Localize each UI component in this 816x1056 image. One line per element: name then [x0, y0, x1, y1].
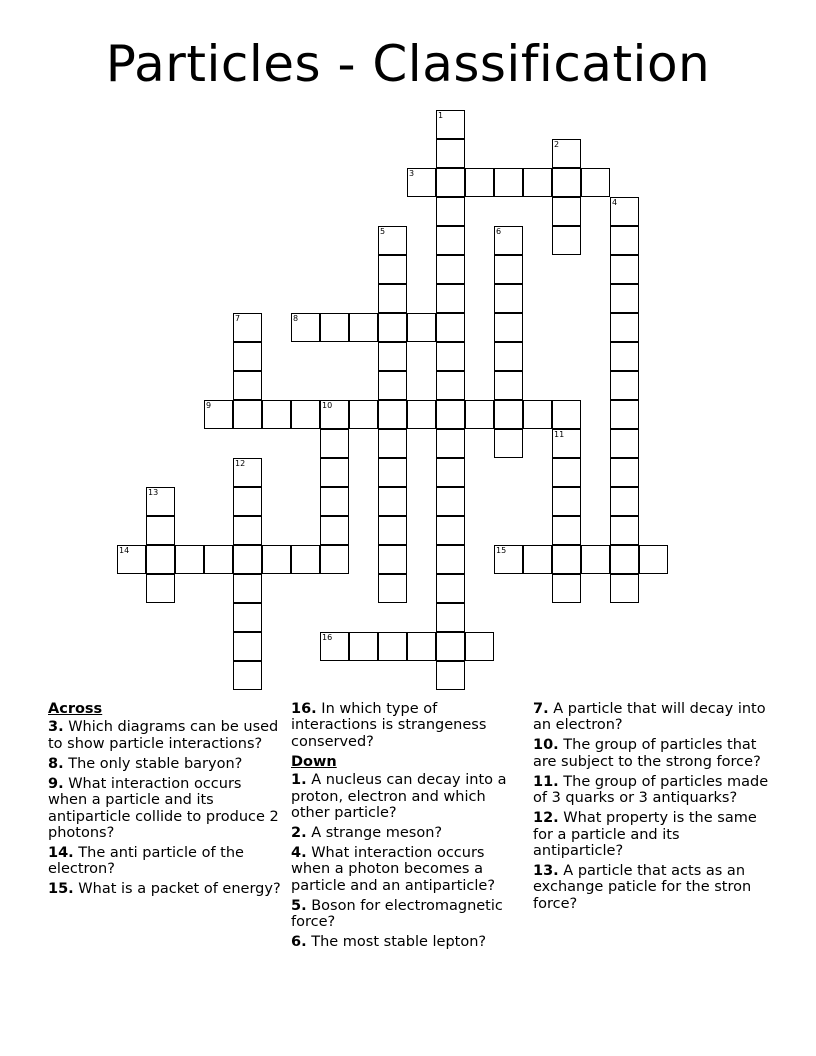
grid-cell[interactable]: [407, 400, 436, 429]
grid-cell[interactable]: [262, 400, 291, 429]
grid-cell[interactable]: [552, 197, 581, 226]
grid-cell[interactable]: [552, 226, 581, 255]
grid-cell[interactable]: [233, 400, 262, 429]
grid-cell[interactable]: [494, 255, 523, 284]
grid-cell[interactable]: [233, 516, 262, 545]
grid-cell[interactable]: [494, 429, 523, 458]
grid-cell[interactable]: [610, 545, 639, 574]
grid-cell[interactable]: [436, 284, 465, 313]
grid-cell[interactable]: [610, 458, 639, 487]
grid-cell[interactable]: [494, 284, 523, 313]
grid-cell[interactable]: [320, 545, 349, 574]
clue-number: 13: [148, 488, 159, 497]
grid-cell[interactable]: [378, 487, 407, 516]
clue-number: 16: [322, 633, 333, 642]
grid-cell[interactable]: [233, 458, 262, 487]
clue-number: 3: [409, 169, 415, 178]
grid-cell[interactable]: [320, 632, 349, 661]
across-heading: Across: [48, 701, 103, 717]
grid-cell[interactable]: [262, 545, 291, 574]
across-clue-14: 14. The anti particle of the electron?: [48, 845, 244, 878]
grid-cell[interactable]: [552, 516, 581, 545]
grid-cell[interactable]: [494, 342, 523, 371]
grid-cell[interactable]: [552, 574, 581, 603]
grid-cell[interactable]: [436, 574, 465, 603]
grid-cell[interactable]: [436, 400, 465, 429]
down-heading: Down: [291, 753, 337, 770]
grid-cell[interactable]: [523, 545, 552, 574]
clue-number: 1: [438, 111, 444, 120]
grid-cell[interactable]: [233, 545, 262, 574]
grid-cell[interactable]: [233, 632, 262, 661]
across-clue-9: 9. What interaction occurs when a particle and its antiparticle collide to produce 2 photons?: [48, 775, 279, 842]
grid-cell[interactable]: [233, 574, 262, 603]
grid-cell[interactable]: [407, 168, 436, 197]
clue-number: 9: [206, 401, 212, 410]
grid-cell[interactable]: [378, 458, 407, 487]
grid-cell[interactable]: [349, 313, 378, 342]
grid-cell[interactable]: [436, 632, 465, 661]
across-clue-15: 15. What is a packet of energy?: [48, 881, 281, 898]
clue-number: 11: [554, 430, 565, 439]
grid-cell[interactable]: [494, 168, 523, 197]
grid-cell[interactable]: [552, 545, 581, 574]
clue-number: 10: [322, 401, 333, 410]
grid-cell[interactable]: [117, 545, 146, 574]
across-clue-3: 3. Which diagrams can be used to show particle interactions?: [48, 719, 279, 752]
across-clue-16: 16. In which type of interactions is strangeness conserved?: [291, 701, 487, 750]
grid-cell[interactable]: [552, 400, 581, 429]
down-clue-13: 13. A particle that acts as an exchange paticle for the stron force?: [533, 863, 752, 912]
grid-cell[interactable]: [436, 168, 465, 197]
grid-cell[interactable]: [378, 400, 407, 429]
grid-cell[interactable]: [320, 458, 349, 487]
grid-cell[interactable]: [320, 429, 349, 458]
grid-cell[interactable]: [610, 255, 639, 284]
clue-number: 6: [496, 227, 502, 236]
grid-cell[interactable]: [378, 574, 407, 603]
grid-cell[interactable]: [378, 313, 407, 342]
clue-number: 8: [293, 314, 299, 323]
grid-cell[interactable]: [436, 342, 465, 371]
grid-cell[interactable]: [320, 313, 349, 342]
grid-cell[interactable]: [552, 429, 581, 458]
grid-cell[interactable]: [378, 255, 407, 284]
grid-cell[interactable]: [146, 516, 175, 545]
grid-cell[interactable]: [494, 400, 523, 429]
grid-cell[interactable]: [523, 168, 552, 197]
grid-cell[interactable]: [494, 371, 523, 400]
grid-cell[interactable]: [378, 226, 407, 255]
grid-cell[interactable]: [378, 429, 407, 458]
grid-cell[interactable]: [146, 545, 175, 574]
grid-cell[interactable]: [378, 284, 407, 313]
grid-cell[interactable]: [436, 313, 465, 342]
grid-cell[interactable]: [552, 139, 581, 168]
grid-cell[interactable]: [610, 313, 639, 342]
grid-cell[interactable]: [436, 226, 465, 255]
clue-number: 14: [119, 546, 130, 555]
grid-cell[interactable]: [146, 574, 175, 603]
clues-column-3: [533, 701, 769, 916]
grid-cell[interactable]: [436, 516, 465, 545]
clue-number: 2: [554, 140, 560, 149]
grid-cell[interactable]: [610, 487, 639, 516]
grid-cell[interactable]: [378, 371, 407, 400]
grid-cell[interactable]: [610, 574, 639, 603]
grid-cell[interactable]: [378, 342, 407, 371]
grid-cell[interactable]: [291, 545, 320, 574]
clue-number: 7: [235, 314, 241, 323]
page-title: Particles - Classification: [105, 35, 711, 93]
grid-cell[interactable]: [610, 400, 639, 429]
grid-cell[interactable]: [639, 545, 668, 574]
grid-cell[interactable]: [581, 545, 610, 574]
grid-cell[interactable]: [436, 661, 465, 690]
grid-cell[interactable]: [320, 516, 349, 545]
down-clue-11: 11. The group of particles made of 3 quarks or 3 antiquarks?: [533, 773, 769, 807]
grid-cell[interactable]: [581, 168, 610, 197]
clues-column-2: [291, 701, 527, 954]
grid-cell[interactable]: [378, 632, 407, 661]
grid-cell[interactable]: [610, 371, 639, 400]
grid-cell[interactable]: [407, 632, 436, 661]
down-clue-10: 10. The group of particles that are subject to the strong force?: [533, 737, 761, 770]
grid-cell[interactable]: [552, 487, 581, 516]
grid-cell[interactable]: [349, 632, 378, 661]
down-clue-2: 2. A strange meson?: [291, 825, 443, 842]
down-clue-4: 4. What interaction occurs when a photon becomes a particle and an antiparticle?: [291, 845, 496, 894]
grid-cell[interactable]: [523, 400, 552, 429]
clue-number: 4: [612, 198, 618, 207]
grid-cell[interactable]: [407, 313, 436, 342]
down-clue-12: 12. What property is the same for a particle and its antiparticle?: [533, 810, 757, 860]
grid-cell[interactable]: [233, 661, 262, 690]
grid-cell[interactable]: [494, 545, 523, 574]
grid-cell[interactable]: [204, 545, 233, 574]
grid-cell[interactable]: [436, 458, 465, 487]
grid-cell[interactable]: [610, 516, 639, 545]
grid-cell[interactable]: [175, 545, 204, 574]
grid-cell[interactable]: [436, 371, 465, 400]
clues-column-1: [48, 701, 284, 901]
grid-cell[interactable]: [320, 487, 349, 516]
grid-cell[interactable]: [610, 226, 639, 255]
grid-cell[interactable]: [233, 603, 262, 632]
grid-cell[interactable]: [436, 545, 465, 574]
clue-number: 15: [496, 546, 507, 555]
grid-cell[interactable]: [552, 458, 581, 487]
grid-cell[interactable]: [349, 400, 378, 429]
grid-cell[interactable]: [204, 400, 233, 429]
grid-cell[interactable]: [436, 603, 465, 632]
grid-cell[interactable]: [465, 400, 494, 429]
grid-cell[interactable]: [465, 168, 494, 197]
grid-cell[interactable]: [233, 342, 262, 371]
grid-cell[interactable]: [436, 110, 465, 139]
down-clue-5: 5. Boson for electromagnetic force?: [291, 897, 503, 931]
across-clue-8: 8. The only stable baryon?: [48, 755, 243, 772]
grid-cell[interactable]: [494, 313, 523, 342]
grid-cell[interactable]: [610, 284, 639, 313]
grid-cell[interactable]: [436, 255, 465, 284]
grid-cell[interactable]: [465, 632, 494, 661]
down-clue-1: 1. A nucleus can decay into a proton, electron and which other particle?: [291, 772, 507, 822]
grid-cell[interactable]: [494, 226, 523, 255]
grid-cell[interactable]: [146, 487, 175, 516]
clue-number: 5: [380, 227, 386, 236]
clue-number: 12: [235, 459, 246, 468]
grid-cell[interactable]: [291, 400, 320, 429]
grid-cell[interactable]: [610, 197, 639, 226]
down-clue-7: 7. A particle that will decay into an electron?: [533, 701, 766, 734]
down-clue-6: 6. The most stable lepton?: [291, 934, 487, 951]
grid-cell[interactable]: [610, 342, 639, 371]
grid-cell[interactable]: [233, 313, 262, 342]
grid-cell[interactable]: [291, 313, 320, 342]
grid-cell[interactable]: [233, 371, 262, 400]
grid-cell[interactable]: [436, 429, 465, 458]
grid-cell[interactable]: [378, 545, 407, 574]
grid-cell[interactable]: [610, 429, 639, 458]
grid-cell[interactable]: [378, 516, 407, 545]
grid-cell[interactable]: [436, 487, 465, 516]
grid-cell[interactable]: [320, 400, 349, 429]
grid-cell[interactable]: [436, 197, 465, 226]
grid-cell[interactable]: [436, 139, 465, 168]
grid-cell[interactable]: [233, 487, 262, 516]
grid-cell[interactable]: [552, 168, 581, 197]
